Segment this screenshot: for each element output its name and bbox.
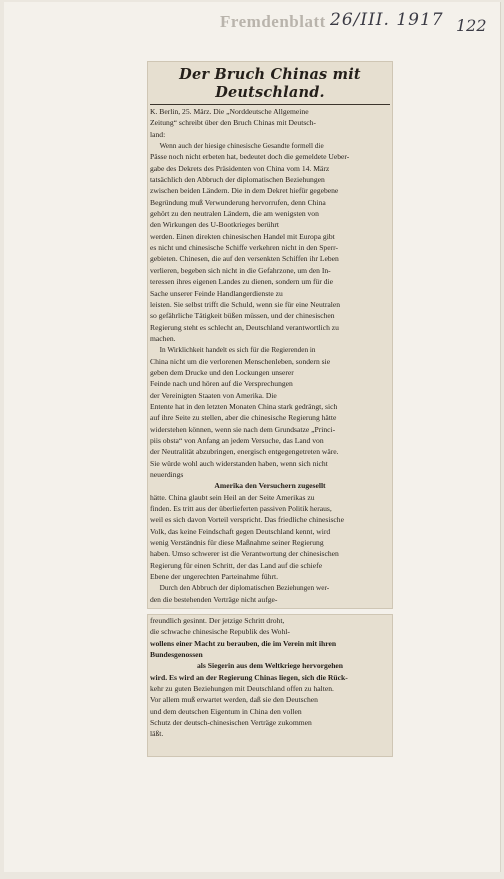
article-line: Regierung steht es schlecht an, Deutschland verantwortlich zu	[150, 322, 339, 332]
article-line: Sache unserer Feinde Handlangerdienste zu	[150, 288, 283, 298]
article-line: wollens einer Macht zu berauben, die im Verein mit ihren	[150, 638, 337, 648]
article-line: verlieren, begeben sich nicht in die Gefahrzone, um den In-	[150, 265, 331, 275]
article-line: Entente hat in den letzten Monaten China stark gedrängt, sich	[150, 401, 338, 411]
newspaper-stamp: Fremdenblatt	[220, 12, 326, 31]
article-line: der Neutralität abzubringen, energisch entgegengetreten wäre.	[150, 447, 339, 457]
article-line: gebieten. Chinesen, die auf den versenkten Schiffen ihr Leben	[150, 254, 339, 264]
article-subheading-2: als Siegerin aus dem Weltkriege hervorgehen	[196, 661, 344, 671]
article-line: es nicht und chinesische Schiffe verkehren nicht in den Sperr-	[150, 243, 339, 253]
article-line: werden. Einen direkten chinesischen Handel mit Europa gibt	[150, 231, 335, 241]
article-line: den die bestehenden Verträge nicht aufge-	[150, 594, 278, 604]
article-line: China nicht um die verlorenen Menschenleben, sondern sie	[150, 356, 331, 366]
article-line: die schwache chinesische Republik des Wohl-	[150, 627, 290, 637]
handwritten-page-number: 122	[456, 16, 487, 35]
article-line: tatsächlich den Abbruch der diplomatischen Beziehungen	[150, 175, 325, 185]
article-line: Regierung für einen Schritt, der das Land auf die schiefe	[150, 560, 323, 570]
article-line: läßt.	[150, 729, 164, 739]
article-line: freundlich gesinnt. Der jetzige Schritt droht,	[150, 616, 285, 625]
article-body-part2	[150, 492, 390, 608]
article-body-part3	[150, 615, 390, 660]
article-line: zwischen beiden Ländern. Die in dem Dekret hiefür gegebene	[150, 186, 339, 196]
article-line: Begründung muß Verwunderung hervorrufen, denn China	[150, 197, 326, 207]
article-line: geben dem Drucke und den Lockungen unserer	[150, 367, 294, 377]
article-line: haben. Umso schwerer ist die Verantwortung der chinesischen	[150, 549, 339, 559]
article-body-part1	[150, 106, 390, 480]
article-line: Vor allem muß erwartet werden, daß sie den Deutschen	[150, 695, 318, 705]
article-line: machen.	[150, 333, 176, 343]
article-line: land:	[150, 129, 166, 139]
article-line: Sie würde wohl auch widerstanden haben, wenn sich nicht	[150, 458, 328, 468]
article-subheading: Amerika den Versuchern zugesellt	[214, 481, 326, 491]
article-line: piis obsta“ von Anfang an jedem Versuche, das Land von	[150, 435, 324, 445]
article-body-part4	[150, 672, 390, 740]
handwritten-date: 26/III. 1917	[330, 10, 444, 30]
article-line: widerstehen können, wenn sie nach dem Grundsatze „Princi-	[150, 424, 336, 434]
article-line: wenig Verständnis für diese Maßnahme seiner Regierung	[150, 538, 324, 548]
article-line: In Wirklichkeit handelt es sich für die Regierenden in	[159, 345, 316, 355]
article-line: neuerdings	[150, 470, 184, 479]
article-line: Zeitung“ schreibt über den Bruch Chinas mit Deutsch-	[150, 118, 316, 128]
article-line: Pässe noch nicht erbeten hat, bedeutet doch die gemeldete Ueber-	[150, 152, 350, 162]
article-line: wird. Es wird an der Regierung Chinas liegen, sich die Rück-	[150, 672, 348, 682]
article-line: auf ihre Seite zu stellen, aber die chinesische Regierung hätte	[150, 413, 337, 423]
article-line: kehr zu guten Beziehungen mit Deutschland offen zu halten.	[150, 684, 334, 694]
article-line: finden. Es tritt aus der überlieferten passiven Politik heraus,	[150, 504, 332, 514]
article-line: Ebene der ungerechten Parteinahme führt.	[150, 572, 278, 582]
title-rule	[150, 104, 390, 105]
article-clipping-main	[148, 62, 392, 608]
article-title: Der Bruch Chinas mit Deutschland.	[179, 66, 361, 101]
article-line	[150, 605, 390, 608]
article-line: den Wirkungen des U-Bootkrieges berührt	[150, 220, 280, 230]
article-line: Durch den Abbruch der diplomatischen Beziehungen wer-	[159, 583, 330, 593]
article-line: teressen ihres eigenen Landes zu dienen, sondern um für die	[150, 277, 334, 287]
article-line: gehört zu den neutralen Ländern, die am wenigsten von	[150, 209, 319, 219]
article-line: Schutz der deutsch-chinesischen Verträge zukommen	[150, 718, 312, 728]
article-line: Bundesgenossen	[150, 650, 203, 660]
article-line: der Vereinigten Staaten von Amerika. Die	[150, 390, 277, 400]
article-line: hätte. China glaubt sein Heil an der Seite Amerikas zu	[150, 492, 315, 502]
article-line: Wenn auch der hiesige chinesische Gesandte formell die	[159, 141, 324, 151]
article-line: Volk, das keine Feindschaft gegen Deutschland kennt, wird	[150, 526, 331, 536]
article-line: gabe des Dekrets des Präsidenten von China vom 14. März	[150, 163, 330, 173]
article-line: so gefährliche Tätigkeit büßen müssen, und der chinesischen	[150, 311, 335, 321]
article-line: weil es sich davon Vorteil verspricht. Das friedliche chinesische	[150, 515, 344, 525]
article-line: und dem deutschen Eigentum in China den vollen	[150, 706, 302, 716]
article-clipping-continuation	[148, 615, 392, 756]
article-line: K. Berlin, 25. März. Die „Norddeutsche Allgemeine	[150, 107, 309, 116]
article-line: leisten. Sie selbst trifft die Schuld, wenn sie für eine Neutralen	[150, 299, 341, 309]
article-line: Feinde nach und hören auf die Versprechungen	[150, 379, 293, 389]
